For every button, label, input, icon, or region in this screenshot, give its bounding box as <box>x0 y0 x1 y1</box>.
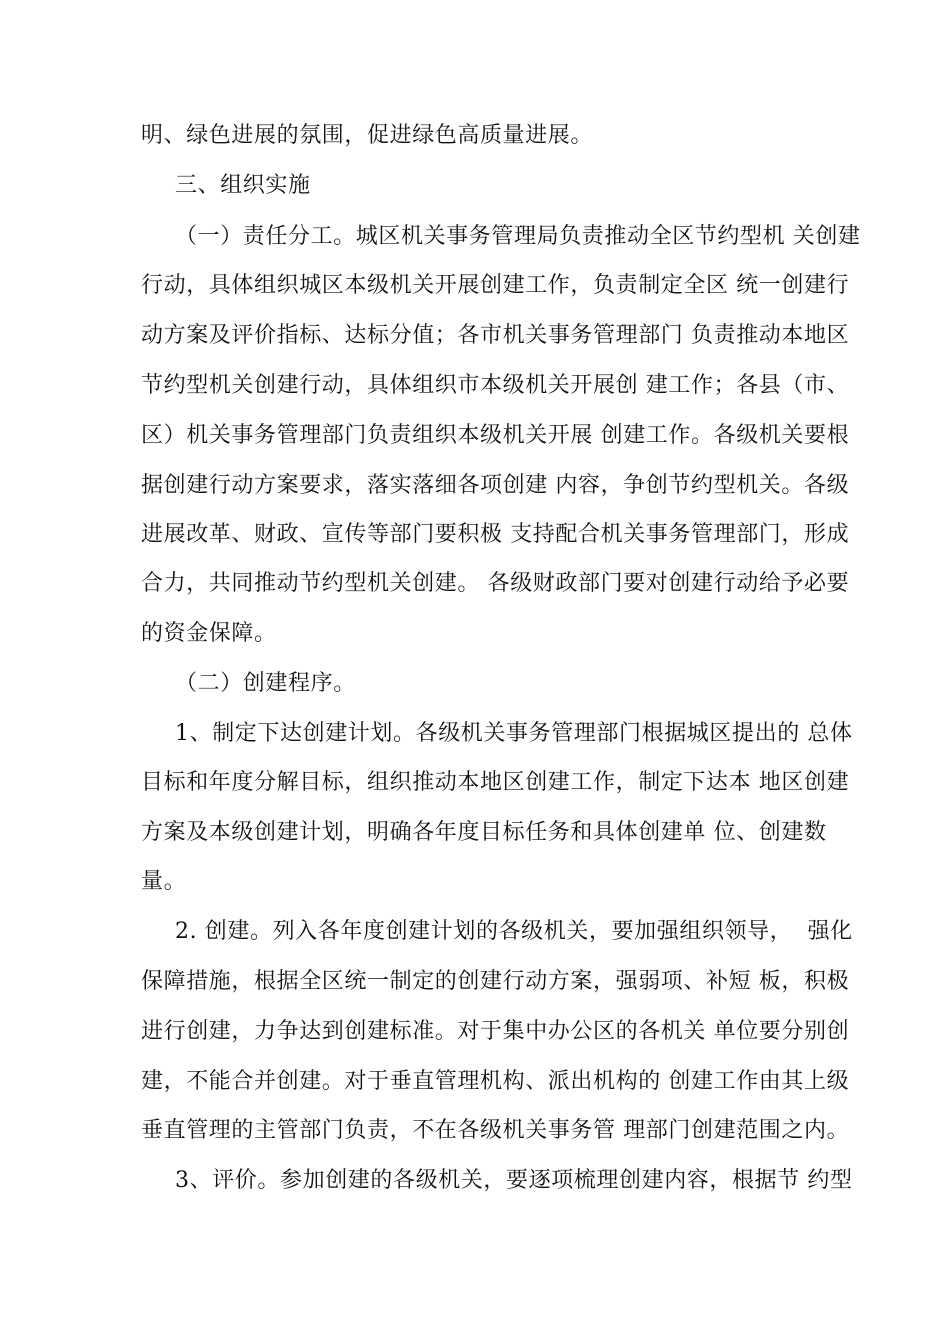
paragraph-line: 据创建行动方案要求，落实落细各项创建 内容，争创节约型机关。各级 <box>141 473 850 498</box>
paragraph-line: （一）责任分工。城区机关事务管理局负责推动全区节约型机 关创建 <box>175 224 861 249</box>
paragraph-line: 垂直管理的主管部门负责，不在各级机关事务管 理部门创建范围之内。 <box>141 1118 850 1143</box>
paragraph-line: 量。 <box>141 869 187 894</box>
paragraph-line: 2. 创建。列入各年度创建计划的各级机关，要加强组织领导， 强化 <box>175 919 853 944</box>
paragraph-line: 保障措施，根据全区统一制定的创建行动方案，强弱项、补短 板，积极 <box>141 969 850 994</box>
paragraph-line: 目标和年度分解目标，组织推动本地区创建工作，制定下达本 地区创建 <box>141 770 850 795</box>
paragraph-line: 建，不能合并创建。对于垂直管理机构、派出机构的 创建工作由其上级 <box>141 1069 850 1094</box>
paragraph-line: 节约型机关创建行动，具体组织市本级机关开展创 建工作；各县（市、 <box>141 373 850 398</box>
paragraph-line: 进展改革、财政、宣传等部门要积极 支持配合机关事务管理部门，形成 <box>141 522 850 547</box>
paragraph-line: 进行创建，力争达到创建标准。对于集中办公区的各机关 单位要分别创 <box>141 1019 850 1044</box>
paragraph-line: 3、评价。参加创建的各级机关，要逐项梳理创建内容，根据节 约型 <box>175 1168 853 1193</box>
paragraph-line: 区）机关事务管理部门负责组织本级机关开展 创建工作。各级机关要根 <box>141 423 850 448</box>
paragraph-line: 行动，具体组织城区本级机关开展创建工作，负责制定全区 统一创建行 <box>141 273 850 298</box>
paragraph-line: 明、绿色进展的氛围，促进绿色高质量进展。 <box>141 123 594 148</box>
section-heading: 三、组织实施 <box>175 173 311 198</box>
paragraph-line: 合力，共同推动节约型机关创建。 各级财政部门要对创建行动给予必要 <box>141 571 850 596</box>
subsection-heading: （二）创建程序。 <box>175 671 356 696</box>
paragraph-line: 方案及本级创建计划，明确各年度目标任务和具体创建单 位、创建数 <box>141 820 827 845</box>
paragraph-line: 动方案及评价指标、达标分值；各市机关事务管理部门 负责推动本地区 <box>141 323 850 348</box>
paragraph-line: 1、制定下达创建计划。各级机关事务管理部门根据城区提出的 总体 <box>175 721 853 746</box>
paragraph-line: 的资金保障。 <box>141 621 277 646</box>
